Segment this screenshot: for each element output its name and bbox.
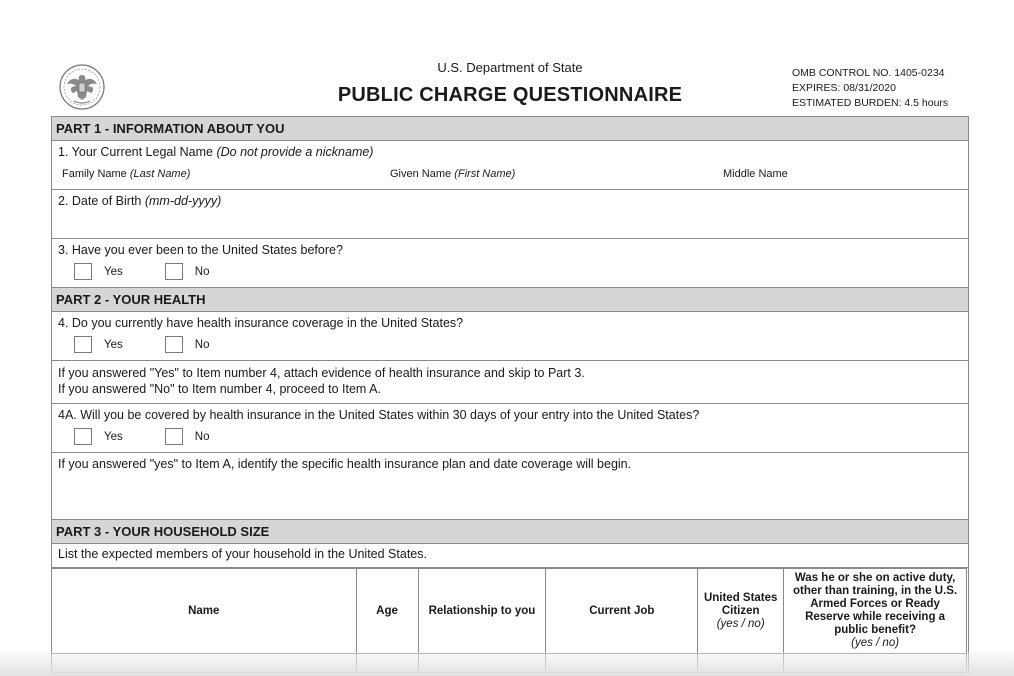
q4a-no-checkbox[interactable]: [165, 428, 183, 445]
q1-label: [58, 145, 373, 159]
department-seal-icon: [58, 63, 106, 111]
agency-name: U.S. Department of State: [437, 60, 583, 75]
omb-info: [792, 66, 948, 111]
q4-options: [74, 336, 251, 353]
family-name-hint: (Last Name): [129, 168, 191, 180]
q4a-text: 4A. Will you be covered by health insurance in the United States within 30 days of your entry into the United States?: [58, 408, 700, 422]
q2-date-of-birth-field[interactable]: [52, 190, 968, 239]
col-current-job: Current Job: [546, 569, 698, 654]
middle-name-field[interactable]: [723, 168, 788, 180]
given-name-label: Given Name: [390, 168, 452, 180]
family-name-field[interactable]: [62, 168, 190, 180]
col-active-duty: [784, 569, 967, 654]
col-name: Name: [52, 569, 357, 654]
q2-text: 2. Date of Birth: [58, 194, 142, 208]
bottom-fade: [0, 652, 1014, 676]
q1-note: (Do not provide a nickname): [216, 145, 374, 159]
q3-yes-checkbox[interactable]: [74, 263, 92, 280]
q3-no-checkbox[interactable]: [165, 263, 183, 280]
q4-text: 4. Do you currently have health insurance coverage in the United States?: [58, 316, 464, 330]
middle-name-label: Middle Name: [723, 168, 788, 180]
given-name-hint: (First Name): [454, 168, 516, 180]
col-active-duty-hint: (yes / no): [851, 637, 900, 649]
household-instruction: [52, 544, 968, 568]
expiration-date: EXPIRES: 08/31/2020: [792, 82, 896, 94]
q4a-yes-checkbox[interactable]: [74, 428, 92, 445]
col-us-citizen-label: United States Citizen: [703, 591, 778, 617]
q1-text: 1. Your Current Legal Name: [58, 145, 213, 159]
omb-control-number: OMB CONTROL NO. 1405-0234: [792, 67, 945, 79]
q4-instructions-text: [58, 365, 585, 397]
part3-heading: PART 3 - YOUR HOUSEHOLD SIZE: [52, 520, 968, 544]
q3-yes-label: Yes: [104, 265, 123, 278]
q4-instructions: [52, 361, 968, 404]
household-instruction-text: List the expected members of your household in the United States.: [58, 547, 427, 561]
q4a-options: [74, 428, 251, 445]
col-age: Age: [356, 569, 418, 654]
q2-label: [58, 194, 221, 208]
family-name-label: Family Name: [62, 168, 127, 180]
q3-options: [74, 263, 251, 280]
q2-hint: (mm-dd-yyyy): [144, 194, 222, 208]
q3-text: 3. Have you ever been to the United States before?: [58, 243, 343, 257]
insurance-plan-text: If you answered "yes" to Item A, identify the specific health insurance plan and date coverage will begin.: [58, 457, 632, 471]
q4a-no-label: No: [194, 430, 210, 443]
col-relationship: Relationship to you: [418, 569, 546, 654]
form-title: PUBLIC CHARGE QUESTIONNAIRE: [337, 84, 683, 106]
given-name-field[interactable]: [390, 168, 515, 180]
col-active-duty-label: Was he or she on active duty, other than training, in the U.S. Armed Forces or Ready Reserve while receiving a public benefit?: [792, 572, 958, 636]
estimated-burden: ESTIMATED BURDEN: 4.5 hours: [792, 97, 949, 109]
q4-yes-checkbox[interactable]: [74, 336, 92, 353]
household-table-header: [52, 569, 967, 654]
q1-legal-name-section: [52, 141, 968, 190]
part1-heading: PART 1 - INFORMATION ABOUT YOU: [52, 117, 968, 141]
col-us-citizen-hint: (yes / no): [716, 617, 765, 630]
col-us-citizen: [698, 569, 784, 654]
questionnaire-form: [51, 116, 969, 673]
q4-yes-label: Yes: [104, 338, 123, 351]
q4a-yes-label: Yes: [104, 430, 123, 443]
instruction-line-2: If you answered "No" to Item number 4, proceed to Item A.: [58, 382, 381, 396]
q3-previous-visit-section: [52, 239, 968, 288]
instruction-line-1: If you answered "Yes" to Item number 4, attach evidence of health insurance and skip to Part 3.: [58, 366, 585, 380]
q4-no-label: No: [194, 338, 210, 351]
q4-no-checkbox[interactable]: [165, 336, 183, 353]
q4a-future-coverage-section: [52, 404, 968, 453]
part2-heading: PART 2 - YOUR HEALTH: [52, 288, 968, 312]
insurance-plan-field[interactable]: [52, 453, 968, 520]
q4-health-insurance-section: [52, 312, 968, 361]
q3-no-label: No: [194, 265, 210, 278]
